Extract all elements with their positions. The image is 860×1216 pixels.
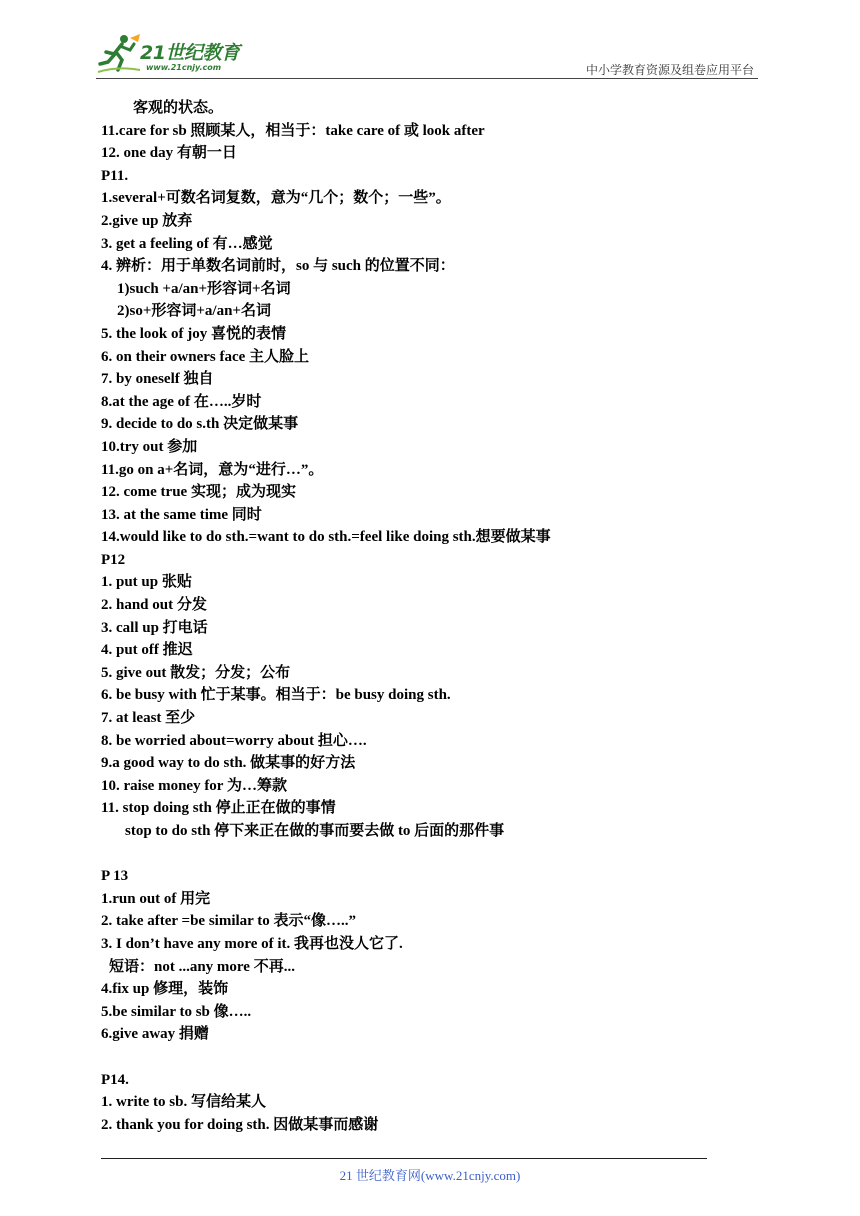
text-line: 10. raise money for 为…筹款 xyxy=(101,777,287,794)
text-line: 客观的状态。 xyxy=(133,100,224,116)
footer-divider xyxy=(101,1158,707,1159)
text-line: 4. put off 推迟 xyxy=(101,642,193,659)
header-divider xyxy=(96,78,758,79)
text-line: 14.would like to do sth.=want to do sth.=feel like doing sth.想要做某事 xyxy=(101,529,551,546)
text-line: 4. 辨析：用于单数名词前时，so 与 such 的位置不同： xyxy=(101,258,455,275)
page-header xyxy=(96,30,758,80)
text-line: 3. I don’t have any more of it. 我再也没人它了. xyxy=(101,935,403,952)
text-line: 2.give up 放弃 xyxy=(101,212,193,229)
text-line: 7. by oneself 独自 xyxy=(101,371,214,388)
text-line: 11. stop doing sth 停止正在做的事情 xyxy=(101,800,336,817)
text-line: P14. xyxy=(101,1071,129,1088)
text-line: 7. at least 至少 xyxy=(101,710,196,727)
text-line: 10.try out 参加 xyxy=(101,438,198,455)
text-line: 6. on their owners face 主人脸上 xyxy=(101,348,310,365)
text-line: stop to do sth 停下来正在做的事而要去做 to 后面的那件事 xyxy=(125,823,505,839)
logo-url: www.21cnjy.com xyxy=(146,63,222,72)
text-line: 11.care for sb 照顾某人，相当于：take care of 或 look after xyxy=(101,122,485,139)
text-line: 9. decide to do s.th 决定做某事 xyxy=(101,416,299,433)
text-line: P12 xyxy=(101,551,126,568)
footer-link[interactable]: 21 世纪教育网(www.21cnjy.com) xyxy=(339,1168,521,1183)
text-line: 2)so+形容词+a/an+名词 xyxy=(117,303,271,320)
text-line: 5. give out 散发；分发；公布 xyxy=(101,664,291,681)
runner-logo-icon xyxy=(96,32,142,76)
text-line: 短语：not ...any more 不再... xyxy=(109,958,295,975)
text-line: 2. thank you for doing sth. 因做某事而感谢 xyxy=(101,1116,379,1133)
text-line: 13. at the same time 同时 xyxy=(101,506,262,523)
text-line: 8.at the age of 在…..岁时 xyxy=(101,393,262,410)
text-line: 3. call up 打电话 xyxy=(101,619,208,636)
document-body xyxy=(101,97,741,1136)
platform-name: 中小学教育资源及组卷应用平台 xyxy=(585,63,754,77)
text-line: 4.fix up 修理，装饰 xyxy=(101,981,229,998)
site-logo[interactable] xyxy=(96,30,276,78)
text-line: 5. the look of joy 喜悦的表情 xyxy=(101,325,286,342)
blank-line xyxy=(101,843,741,866)
text-line: 8. be worried about=worry about 担心…. xyxy=(101,732,367,749)
text-line: 6. be busy with 忙于某事。相当于：be busy doing sth. xyxy=(101,687,451,704)
text-line: 1)such +a/an+形容词+名词 xyxy=(117,280,291,297)
text-line: 12. one day 有朝一日 xyxy=(101,145,237,162)
text-line: 1. put up 张贴 xyxy=(101,574,192,591)
text-line: 1. write to sb. 写信给某人 xyxy=(101,1094,266,1111)
text-line: 12. come true 实现；成为现实 xyxy=(101,484,296,501)
text-line: 6.give away 捐赠 xyxy=(101,1026,209,1043)
text-line: 5.be similar to sb 像….. xyxy=(101,1003,252,1020)
logo-text: 21世纪教育 xyxy=(140,42,240,64)
text-line: 3. get a feeling of 有…感觉 xyxy=(101,235,273,252)
text-line: 2. take after =be similar to 表示“像…..” xyxy=(101,913,357,930)
blank-line xyxy=(101,1046,741,1069)
text-line: 11.go on a+名词，意为“进行…”。 xyxy=(101,461,324,478)
text-line: P11. xyxy=(101,167,129,184)
text-line: 9.a good way to do sth. 做某事的好方法 xyxy=(101,755,356,772)
text-line: P 13 xyxy=(101,868,129,885)
text-line: 1.several+可数名词复数，意为“几个；数个；一些”。 xyxy=(101,190,451,207)
text-line: 2. hand out 分发 xyxy=(101,597,207,614)
text-line: 1.run out of 用完 xyxy=(101,890,211,907)
